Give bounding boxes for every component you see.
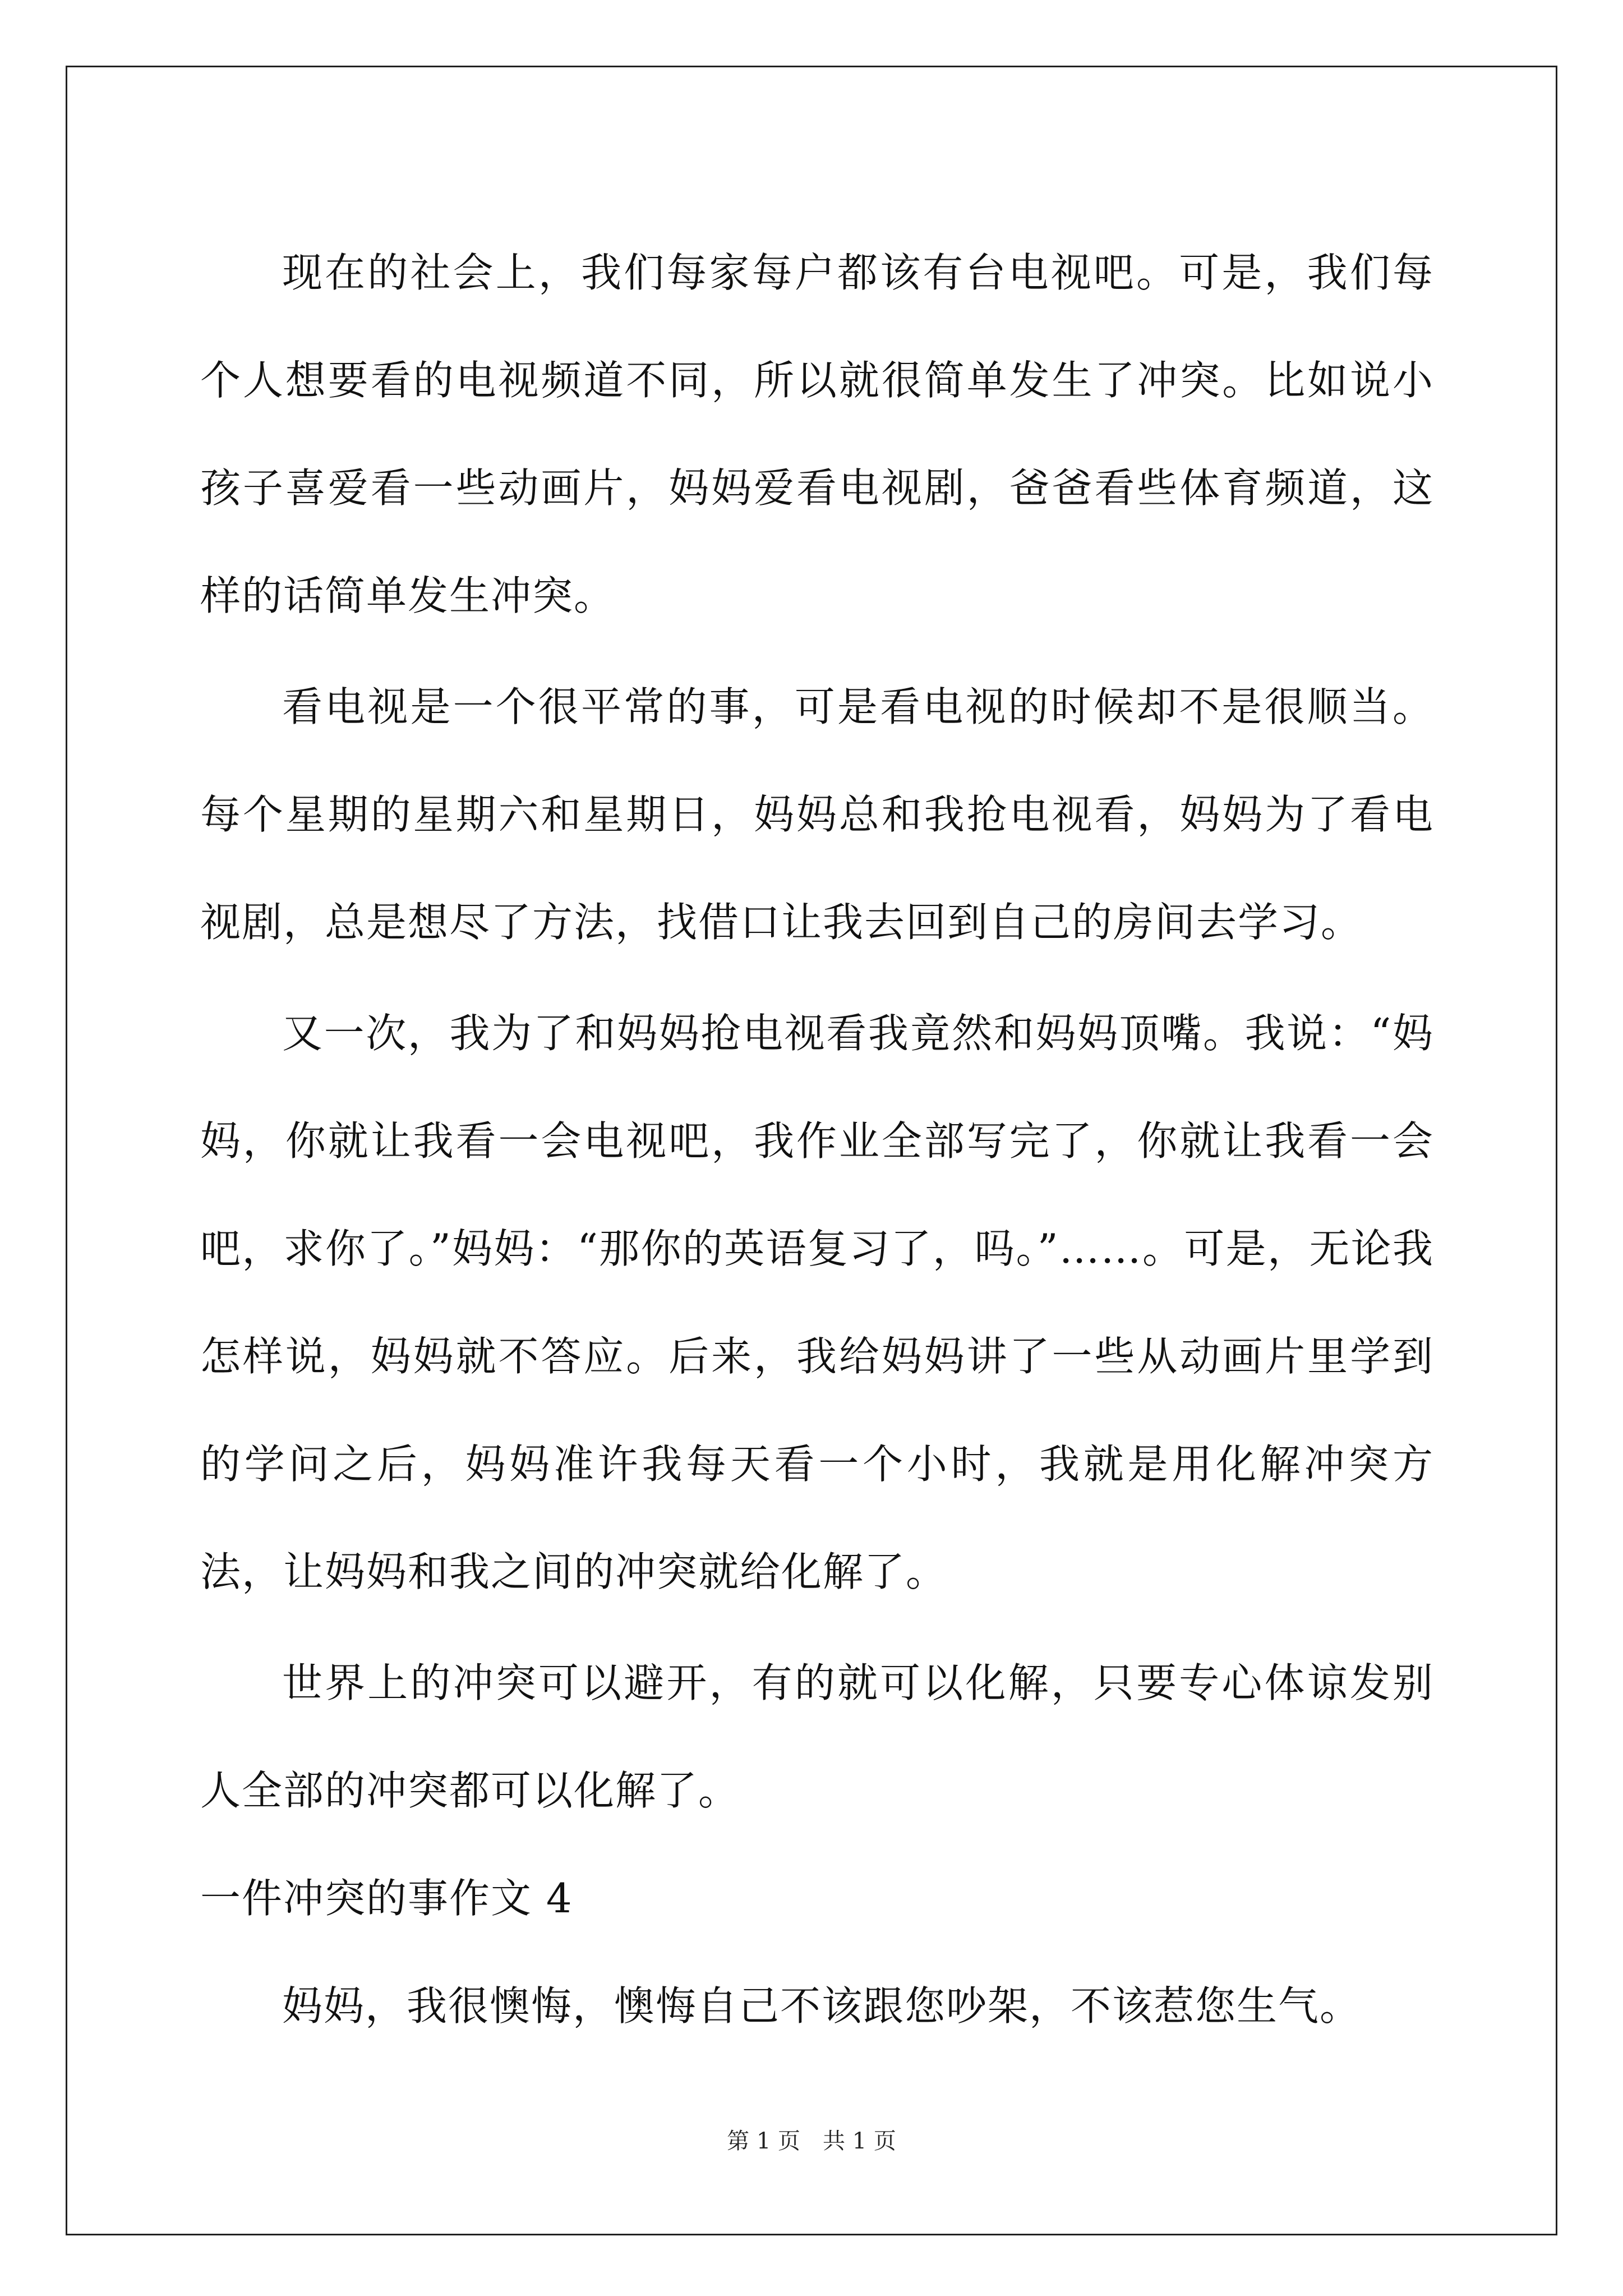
paragraph-5: 妈妈，我很懊悔，懊悔自己不该跟您吵架，不该惹您生气。 [282,1982,1362,2030]
page-number-footer: 第 1 页 共 1 页 [727,2128,896,2154]
paragraph-3: 又一次，我为了和妈妈抢电视看我竟然和妈妈顶嘴。我说：“妈妈，你就让我看一会电视吧，我作业全部写完了，你就让我看一会吧，求你了。”妈妈：“那你的英语复习了，吗。”……。可是，无论我怎样说，妈妈就不答应。后来，我给妈妈讲了一些从动画片里学到的学问之后，妈妈准许我每天看一个小时，我就是用化解冲突方法，让妈妈和我之间的冲突就给化解了。 [200,1010,1434,1595]
paragraph-4: 世界上的冲突可以避开，有的就可以化解，只要专心体谅发别人全部的冲突都可以化解了。 [200,1659,1434,1814]
section-heading: 一件冲突的事作文 4 [200,1875,573,1922]
paragraph-1: 现在的社会上，我们每家每户都该有台电视吧。可是，我们每个人想要看的电视频道不同，所以就很简单发生了冲突。比如说小孩子喜爱看一些动画片，妈妈爱看电视剧，爸爸看些体育频道，这样的话简单发生冲突。 [200,249,1434,619]
document-body [200,219,1434,2060]
paragraph-2: 看电视是一个很平常的事，可是看电视的时候却不是很顺当。每个星期的星期六和星期日，妈妈总和我抢电视看，妈妈为了看电视剧，总是想尽了方法，找借口让我去回到自己的房间去学习。 [200,683,1434,946]
